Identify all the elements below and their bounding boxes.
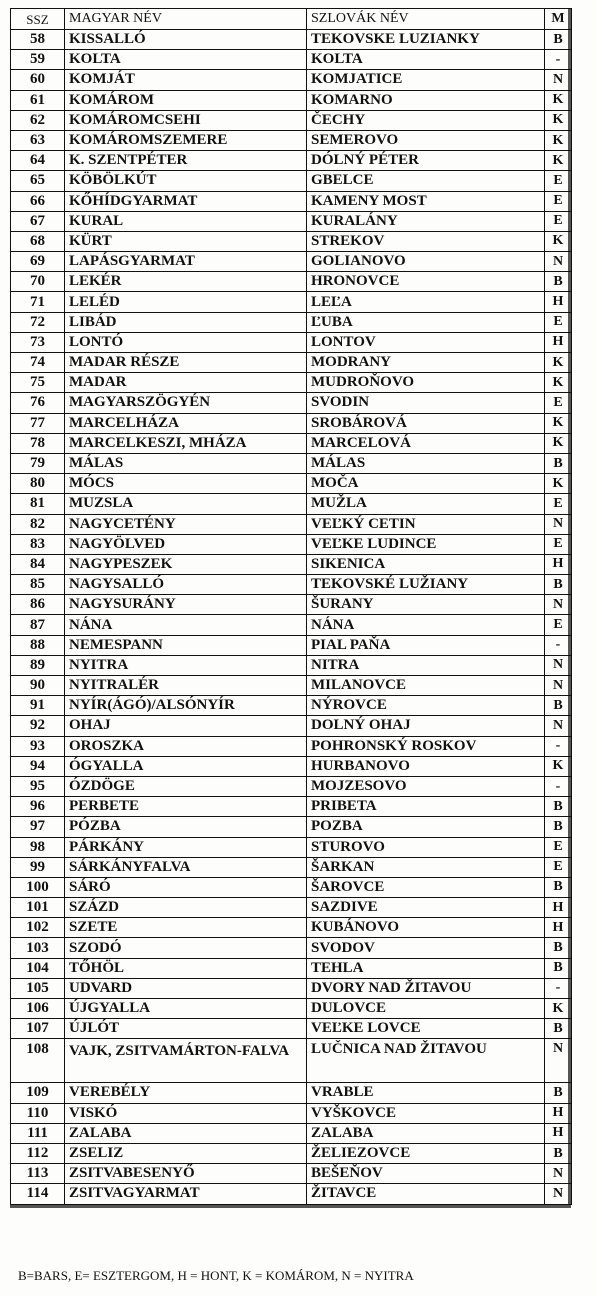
cell-megye: -	[545, 736, 572, 756]
cell-megye: K	[545, 373, 572, 393]
cell-ssz: 94	[11, 756, 65, 776]
table-row	[11, 332, 572, 352]
cell-ssz: 66	[11, 191, 65, 211]
table-row	[11, 1184, 572, 1204]
table-row	[11, 716, 572, 736]
cell-szlovak-nev: MOJZESOVO	[307, 776, 545, 796]
table-row	[11, 211, 572, 231]
cell-megye: B	[545, 575, 572, 595]
cell-ssz: 93	[11, 736, 65, 756]
cell-magyar-nev: MADAR RÉSZE	[65, 353, 307, 373]
cell-megye: B	[545, 1019, 572, 1039]
cell-ssz: 101	[11, 898, 65, 918]
cell-magyar-nev: KOMÁROMSZEMERE	[65, 130, 307, 150]
cell-szlovak-nev: VEĽKE LUDINCE	[307, 534, 545, 554]
settlement-table-frame	[10, 8, 571, 1208]
cell-magyar-nev: ÓGYALLA	[65, 756, 307, 776]
cell-szlovak-nev: POZBA	[307, 817, 545, 837]
table-row	[11, 514, 572, 534]
table-row	[11, 736, 572, 756]
cell-szlovak-nev: KOMARNO	[307, 90, 545, 110]
cell-magyar-nev: TŐHÖL	[65, 958, 307, 978]
cell-szlovak-nev: VEĽKÝ CETIN	[307, 514, 545, 534]
cell-szlovak-nev: ČECHY	[307, 110, 545, 130]
cell-ssz: 61	[11, 90, 65, 110]
cell-szlovak-nev: VEĽKE LOVCE	[307, 1019, 545, 1039]
cell-megye: -	[545, 776, 572, 796]
cell-ssz: 80	[11, 474, 65, 494]
cell-ssz: 95	[11, 776, 65, 796]
table-row	[11, 151, 572, 171]
cell-megye: N	[545, 595, 572, 615]
cell-magyar-nev: MARCELKESZI, MHÁZA	[65, 433, 307, 453]
cell-magyar-nev: NYÍR(ÁGÓ)/ALSÓNYÍR	[65, 696, 307, 716]
cell-szlovak-nev: SAZDIVE	[307, 898, 545, 918]
cell-magyar-nev: UDVARD	[65, 978, 307, 998]
table-row	[11, 373, 572, 393]
cell-ssz: 81	[11, 494, 65, 514]
cell-szlovak-nev: ŠARKAN	[307, 857, 545, 877]
table-row	[11, 474, 572, 494]
cell-megye: E	[545, 494, 572, 514]
cell-ssz: 67	[11, 211, 65, 231]
cell-ssz: 105	[11, 978, 65, 998]
cell-magyar-nev: ÚJLÓT	[65, 1019, 307, 1039]
cell-magyar-nev: NÁNA	[65, 615, 307, 635]
cell-szlovak-nev: KURALÁNY	[307, 211, 545, 231]
table-row	[11, 90, 572, 110]
cell-ssz: 76	[11, 393, 65, 413]
cell-magyar-nev: NAGYSALLÓ	[65, 575, 307, 595]
table-row	[11, 877, 572, 897]
cell-megye: B	[545, 817, 572, 837]
cell-ssz: 107	[11, 1019, 65, 1039]
cell-ssz: 58	[11, 30, 65, 50]
cell-ssz: 100	[11, 877, 65, 897]
cell-megye: B	[545, 696, 572, 716]
cell-megye: B	[545, 877, 572, 897]
cell-magyar-nev: NAGYSURÁNY	[65, 595, 307, 615]
cell-magyar-nev: LONTÓ	[65, 332, 307, 352]
cell-megye: N	[545, 70, 572, 90]
cell-magyar-nev: KŐHÍDGYARMAT	[65, 191, 307, 211]
cell-megye: -	[545, 635, 572, 655]
cell-ssz: 113	[11, 1164, 65, 1184]
cell-megye: E	[545, 534, 572, 554]
cell-ssz: 87	[11, 615, 65, 635]
cell-ssz: 72	[11, 312, 65, 332]
cell-megye: K	[545, 474, 572, 494]
cell-megye: H	[545, 918, 572, 938]
cell-ssz: 88	[11, 635, 65, 655]
header-ssz: SSZ	[11, 9, 65, 30]
table-row	[11, 413, 572, 433]
cell-megye: B	[545, 1083, 572, 1103]
cell-ssz: 60	[11, 70, 65, 90]
cell-ssz: 86	[11, 595, 65, 615]
cell-ssz: 106	[11, 999, 65, 1019]
table-row	[11, 353, 572, 373]
cell-megye: E	[545, 211, 572, 231]
cell-megye: K	[545, 90, 572, 110]
table-row	[11, 231, 572, 251]
cell-magyar-nev: MADAR	[65, 373, 307, 393]
cell-szlovak-nev: LEĽA	[307, 292, 545, 312]
cell-szlovak-nev: MARCELOVÁ	[307, 433, 545, 453]
cell-szlovak-nev: LONTOV	[307, 332, 545, 352]
cell-szlovak-nev: DOLNÝ OHAJ	[307, 716, 545, 736]
table-row	[11, 312, 572, 332]
cell-megye: B	[545, 453, 572, 473]
cell-szlovak-nev: STREKOV	[307, 231, 545, 251]
cell-ssz: 62	[11, 110, 65, 130]
cell-szlovak-nev: HURBANOVO	[307, 756, 545, 776]
cell-megye: -	[545, 978, 572, 998]
cell-megye: K	[545, 151, 572, 171]
cell-ssz: 91	[11, 696, 65, 716]
cell-megye: N	[545, 1039, 572, 1083]
cell-szlovak-nev: SVODOV	[307, 938, 545, 958]
cell-magyar-nev: ZSITVABESENYŐ	[65, 1164, 307, 1184]
cell-ssz: 77	[11, 413, 65, 433]
cell-megye: H	[545, 898, 572, 918]
cell-magyar-nev: SÁRKÁNYFALVA	[65, 857, 307, 877]
cell-ssz: 83	[11, 534, 65, 554]
cell-szlovak-nev: MODRANY	[307, 353, 545, 373]
cell-szlovak-nev: SROBÁROVÁ	[307, 413, 545, 433]
cell-magyar-nev: SZÁZD	[65, 898, 307, 918]
cell-megye: N	[545, 655, 572, 675]
cell-ssz: 96	[11, 797, 65, 817]
cell-megye: H	[545, 292, 572, 312]
cell-magyar-nev: OROSZKA	[65, 736, 307, 756]
table-header-row	[11, 9, 572, 30]
cell-megye: E	[545, 393, 572, 413]
cell-magyar-nev: KOMÁROMCSEHI	[65, 110, 307, 130]
cell-szlovak-nev: ĽUBA	[307, 312, 545, 332]
cell-ssz: 65	[11, 171, 65, 191]
cell-magyar-nev: LEKÉR	[65, 272, 307, 292]
cell-magyar-nev: ZSELIZ	[65, 1143, 307, 1163]
table-row	[11, 1103, 572, 1123]
cell-megye: B	[545, 30, 572, 50]
cell-megye: K	[545, 756, 572, 776]
cell-megye: K	[545, 110, 572, 130]
cell-szlovak-nev: HRONOVCE	[307, 272, 545, 292]
table-row	[11, 252, 572, 272]
cell-megye: E	[545, 191, 572, 211]
cell-ssz: 75	[11, 373, 65, 393]
cell-megye: B	[545, 272, 572, 292]
cell-megye: H	[545, 1123, 572, 1143]
cell-magyar-nev: ZALABA	[65, 1123, 307, 1143]
cell-szlovak-nev: MOČA	[307, 474, 545, 494]
cell-megye: K	[545, 413, 572, 433]
table-row	[11, 554, 572, 574]
cell-szlovak-nev: MUDROŇOVO	[307, 373, 545, 393]
cell-magyar-nev: SZETE	[65, 918, 307, 938]
cell-megye: -	[545, 50, 572, 70]
cell-megye: H	[545, 554, 572, 574]
cell-szlovak-nev: NITRA	[307, 655, 545, 675]
cell-szlovak-nev: MUŽLA	[307, 494, 545, 514]
cell-ssz: 98	[11, 837, 65, 857]
cell-szlovak-nev: VRABLE	[307, 1083, 545, 1103]
table-row	[11, 776, 572, 796]
cell-megye: K	[545, 999, 572, 1019]
cell-szlovak-nev: PRIBETA	[307, 797, 545, 817]
cell-ssz: 79	[11, 453, 65, 473]
cell-szlovak-nev: ŠAROVCE	[307, 877, 545, 897]
cell-megye: N	[545, 252, 572, 272]
cell-szlovak-nev: MILANOVCE	[307, 676, 545, 696]
cell-magyar-nev: KOMÁROM	[65, 90, 307, 110]
table-row	[11, 393, 572, 413]
cell-magyar-nev: NAGYÖLVED	[65, 534, 307, 554]
table-row	[11, 30, 572, 50]
table-row	[11, 797, 572, 817]
table-row	[11, 191, 572, 211]
cell-magyar-nev: MÓCS	[65, 474, 307, 494]
cell-ssz: 92	[11, 716, 65, 736]
cell-megye: B	[545, 938, 572, 958]
table-row	[11, 453, 572, 473]
cell-magyar-nev: NAGYCETÉNY	[65, 514, 307, 534]
cell-magyar-nev: LIBÁD	[65, 312, 307, 332]
cell-megye: N	[545, 1184, 572, 1204]
cell-magyar-nev: VISKÓ	[65, 1103, 307, 1123]
cell-megye: H	[545, 332, 572, 352]
cell-ssz: 114	[11, 1184, 65, 1204]
cell-magyar-nev: SÁRÓ	[65, 877, 307, 897]
cell-megye: K	[545, 130, 572, 150]
table-row	[11, 433, 572, 453]
table-row	[11, 272, 572, 292]
cell-magyar-nev: OHAJ	[65, 716, 307, 736]
cell-magyar-nev: MAGYARSZÖGYÉN	[65, 393, 307, 413]
cell-megye: K	[545, 231, 572, 251]
table-row	[11, 171, 572, 191]
cell-magyar-nev: SZODÓ	[65, 938, 307, 958]
cell-szlovak-nev: GBELCE	[307, 171, 545, 191]
cell-magyar-nev: ÚJGYALLA	[65, 999, 307, 1019]
table-row	[11, 958, 572, 978]
table-row	[11, 110, 572, 130]
cell-szlovak-nev: MÁLAS	[307, 453, 545, 473]
table-row	[11, 1143, 572, 1163]
table-row	[11, 1083, 572, 1103]
table-row	[11, 817, 572, 837]
cell-szlovak-nev: VYŠKOVCE	[307, 1103, 545, 1123]
cell-magyar-nev: PERBETE	[65, 797, 307, 817]
cell-magyar-nev: LAPÁSGYARMAT	[65, 252, 307, 272]
table-row	[11, 534, 572, 554]
table-row	[11, 1039, 572, 1083]
cell-ssz: 71	[11, 292, 65, 312]
cell-ssz: 104	[11, 958, 65, 978]
header-megye: M	[545, 9, 572, 30]
table-row	[11, 696, 572, 716]
cell-ssz: 78	[11, 433, 65, 453]
cell-megye: K	[545, 353, 572, 373]
cell-magyar-nev: KÜRT	[65, 231, 307, 251]
cell-szlovak-nev: ŠURANY	[307, 595, 545, 615]
cell-magyar-nev: NYITRALÉR	[65, 676, 307, 696]
cell-ssz: 68	[11, 231, 65, 251]
cell-ssz: 85	[11, 575, 65, 595]
table-row	[11, 130, 572, 150]
cell-magyar-nev: MARCELHÁZA	[65, 413, 307, 433]
cell-magyar-nev: KÖBÖLKÚT	[65, 171, 307, 191]
cell-megye: E	[545, 312, 572, 332]
cell-megye: E	[545, 615, 572, 635]
cell-szlovak-nev: PIAL PAŇA	[307, 635, 545, 655]
table-row	[11, 837, 572, 857]
cell-magyar-nev: KURAL	[65, 211, 307, 231]
cell-megye: E	[545, 837, 572, 857]
table-row	[11, 1164, 572, 1184]
cell-szlovak-nev: DVORY NAD ŽITAVOU	[307, 978, 545, 998]
cell-ssz: 82	[11, 514, 65, 534]
settlement-table	[10, 8, 572, 1205]
cell-szlovak-nev: ŽITAVCE	[307, 1184, 545, 1204]
cell-szlovak-nev: SIKENICA	[307, 554, 545, 574]
table-row	[11, 655, 572, 675]
cell-szlovak-nev: KOLTA	[307, 50, 545, 70]
cell-magyar-nev: NEMESPANN	[65, 635, 307, 655]
county-legend: B=BARS, E= ESZTERGOM, H = HONT, K = KOMÁROM, N = NYITRA	[18, 1268, 414, 1283]
cell-ssz: 73	[11, 332, 65, 352]
cell-megye: E	[545, 857, 572, 877]
table-row	[11, 938, 572, 958]
cell-szlovak-nev: LUČNICA NAD ŽITAVOU	[307, 1039, 545, 1083]
cell-megye: B	[545, 797, 572, 817]
cell-szlovak-nev: BEŠEŇOV	[307, 1164, 545, 1184]
table-row	[11, 918, 572, 938]
table-row	[11, 635, 572, 655]
cell-ssz: 64	[11, 151, 65, 171]
cell-szlovak-nev: DULOVCE	[307, 999, 545, 1019]
cell-magyar-nev: PÁRKÁNY	[65, 837, 307, 857]
cell-szlovak-nev: POHRONSKÝ ROSKOV	[307, 736, 545, 756]
cell-magyar-nev: LELÉD	[65, 292, 307, 312]
table-row	[11, 575, 572, 595]
cell-magyar-nev: NAGYPESZEK	[65, 554, 307, 574]
cell-megye: N	[545, 1164, 572, 1184]
cell-ssz: 70	[11, 272, 65, 292]
cell-magyar-nev: K. SZENTPÉTER	[65, 151, 307, 171]
cell-magyar-nev: KOMJÁT	[65, 70, 307, 90]
cell-megye: N	[545, 716, 572, 736]
cell-magyar-nev: NYITRA	[65, 655, 307, 675]
cell-megye: K	[545, 433, 572, 453]
cell-szlovak-nev: SVODIN	[307, 393, 545, 413]
cell-szlovak-nev: NÁNA	[307, 615, 545, 635]
cell-szlovak-nev: KAMENY MOST	[307, 191, 545, 211]
cell-ssz: 99	[11, 857, 65, 877]
cell-magyar-nev: ZSITVAGYARMAT	[65, 1184, 307, 1204]
cell-ssz: 110	[11, 1103, 65, 1123]
cell-szlovak-nev: ŽELIEZOVCE	[307, 1143, 545, 1163]
cell-szlovak-nev: NÝROVCE	[307, 696, 545, 716]
cell-ssz: 103	[11, 938, 65, 958]
cell-megye: B	[545, 1143, 572, 1163]
cell-szlovak-nev: TEHLA	[307, 958, 545, 978]
table-row	[11, 292, 572, 312]
cell-magyar-nev: ÓZDÖGE	[65, 776, 307, 796]
cell-magyar-nev: MÁLAS	[65, 453, 307, 473]
table-row	[11, 756, 572, 776]
cell-ssz: 102	[11, 918, 65, 938]
cell-ssz: 89	[11, 655, 65, 675]
cell-megye: E	[545, 171, 572, 191]
table-body	[11, 30, 572, 1205]
cell-szlovak-nev: SEMEROVO	[307, 130, 545, 150]
table-row	[11, 615, 572, 635]
table-row	[11, 50, 572, 70]
cell-ssz: 90	[11, 676, 65, 696]
cell-magyar-nev: VEREBÉLY	[65, 1083, 307, 1103]
header-magyar-nev: MAGYAR NÉV	[65, 9, 307, 30]
table-row	[11, 898, 572, 918]
cell-szlovak-nev: STUROVO	[307, 837, 545, 857]
table-row	[11, 1019, 572, 1039]
cell-megye: N	[545, 514, 572, 534]
cell-ssz: 109	[11, 1083, 65, 1103]
cell-ssz: 59	[11, 50, 65, 70]
cell-ssz: 69	[11, 252, 65, 272]
cell-szlovak-nev: GOLIANOVO	[307, 252, 545, 272]
table-row	[11, 676, 572, 696]
cell-magyar-nev: KISSALLÓ	[65, 30, 307, 50]
cell-szlovak-nev: ZALABA	[307, 1123, 545, 1143]
cell-ssz: 108	[11, 1039, 65, 1083]
cell-szlovak-nev: TEKOVSKÉ LUŽIANY	[307, 575, 545, 595]
header-szlovak-nev: SZLOVÁK NÉV	[307, 9, 545, 30]
table-row	[11, 857, 572, 877]
table-row	[11, 70, 572, 90]
cell-magyar-nev: PÓZBA	[65, 817, 307, 837]
table-row	[11, 595, 572, 615]
cell-ssz: 112	[11, 1143, 65, 1163]
cell-szlovak-nev: TEKOVSKE LUZIANKY	[307, 30, 545, 50]
cell-ssz: 63	[11, 130, 65, 150]
cell-szlovak-nev: KOMJATICE	[307, 70, 545, 90]
cell-szlovak-nev: DÓLNÝ PÉTER	[307, 151, 545, 171]
cell-magyar-nev: VAJK, ZSITVAMÁRTON-FALVA	[65, 1039, 307, 1083]
table-row	[11, 494, 572, 514]
cell-ssz: 97	[11, 817, 65, 837]
cell-magyar-nev: MUZSLA	[65, 494, 307, 514]
cell-ssz: 74	[11, 353, 65, 373]
cell-ssz: 84	[11, 554, 65, 574]
cell-szlovak-nev: KUBÁNOVO	[307, 918, 545, 938]
cell-megye: H	[545, 1103, 572, 1123]
cell-ssz: 111	[11, 1123, 65, 1143]
cell-megye: B	[545, 958, 572, 978]
table-row	[11, 1123, 572, 1143]
table-row	[11, 978, 572, 998]
cell-magyar-nev: KOLTA	[65, 50, 307, 70]
cell-megye: N	[545, 676, 572, 696]
table-row	[11, 999, 572, 1019]
